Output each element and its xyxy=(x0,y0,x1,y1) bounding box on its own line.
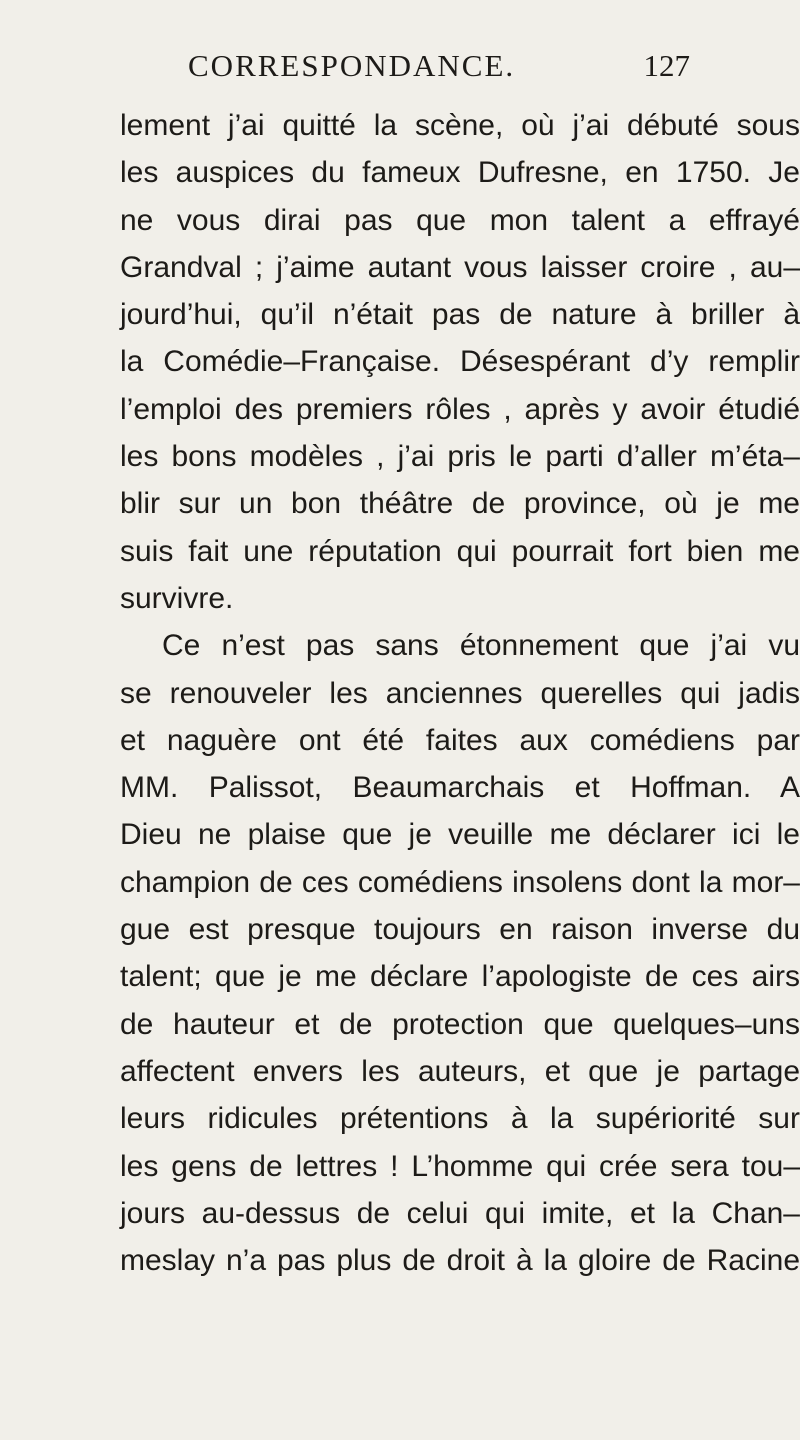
text-line: Ce n’est pas sans étonnement que j’ai vu xyxy=(162,629,800,663)
text-line: champion de ces comédiens insolens dont la mor– xyxy=(120,865,800,899)
text-line: ne vous dirai pas que mon talent a effrayé xyxy=(120,203,800,237)
text-line: se renouveler les anciennes querelles qui jadis xyxy=(120,676,800,710)
text-line: l’emploi des premiers rôles , après y avoir étudié xyxy=(120,392,800,426)
text-line: leurs ridicules prétentions à la supériorité sur xyxy=(120,1102,800,1136)
text-line: suis fait une réputation qui pourrait fort bien me xyxy=(120,534,800,568)
paragraph xyxy=(120,622,800,1284)
text-line: Grandval ; j’aime autant vous laisser croire , au– xyxy=(120,250,800,284)
text-line: gue est presque toujours en raison inverse du xyxy=(120,913,800,947)
text-line: lement j’ai quitté la scène, où j’ai débuté sous xyxy=(120,109,800,142)
running-title: CORRESPONDANCE. xyxy=(188,48,516,83)
text-line: jours au-dessus de celui qui imite, et la Chan– xyxy=(120,1196,800,1230)
text-line: survivre. xyxy=(120,581,234,615)
text-line: Dieu ne plaise que je veuille me déclarer ici le xyxy=(120,818,800,852)
text-line: jourd’hui, qu’il n’était pas de nature à briller à xyxy=(120,298,800,332)
text-line: la Comédie–Française. Désespérant d’y remplir xyxy=(120,345,800,379)
text-line: talent; que je me déclare l’apologiste de ces airs xyxy=(120,960,800,994)
text-line: affectent envers les auteurs, et que je partage xyxy=(120,1054,800,1088)
text-line: les bons modèles , j’ai pris le parti d’aller m’éta– xyxy=(120,440,800,474)
body-text xyxy=(120,102,800,1284)
text-line: les auspices du fameux Dufresne, en 1750. Je xyxy=(120,156,800,190)
text-line: de hauteur et de protection que quelques–uns xyxy=(120,1007,800,1041)
text-line: blir sur un bon théâtre de province, où je me xyxy=(120,487,800,521)
page-number: 127 xyxy=(643,48,690,83)
text-line: et naguère ont été faites aux comédiens par xyxy=(120,723,800,757)
text-line: meslay n’a pas plus de droit à la gloire de Racine xyxy=(120,1244,800,1278)
paragraph xyxy=(120,102,800,622)
page-header xyxy=(120,48,700,88)
text-line: MM. Palissot, Beaumarchais et Hoffman. A xyxy=(120,771,800,805)
text-line: les gens de lettres ! L’homme qui crée sera tou– xyxy=(120,1149,800,1183)
